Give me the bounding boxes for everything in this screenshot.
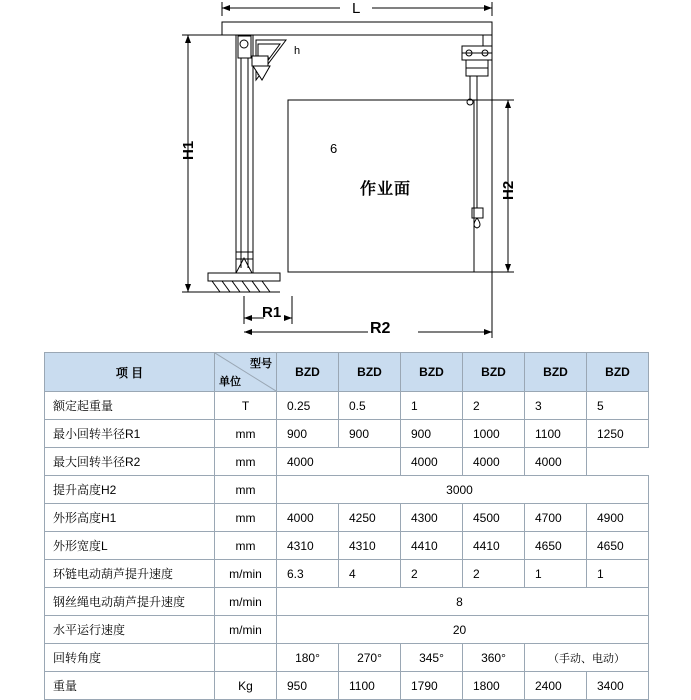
header-model-0: BZD [277,353,339,392]
row-value: 4000 [277,448,401,476]
row-value: 180° [277,644,339,672]
row-value: 1 [525,560,587,588]
row-label: 外形高度H1 [45,504,215,532]
row-value: 1100 [525,420,587,448]
row-unit: mm [215,420,277,448]
row-value: 4 [339,560,401,588]
row-value: 2 [463,392,525,420]
row-label: 额定起重量 [45,392,215,420]
row-value: 2400 [525,672,587,700]
row-value: 1800 [463,672,525,700]
row-value: 4410 [463,532,525,560]
row-value: 4000 [463,448,525,476]
row-value: 4000 [401,448,463,476]
row-unit: mm [215,448,277,476]
row-value: 900 [339,420,401,448]
row-value: （手动、电动） [525,644,649,672]
row-unit: Kg [215,672,277,700]
row-unit: m/min [215,560,277,588]
specification-table [44,352,649,700]
table-row [45,392,649,420]
header-model-2: BZD [401,353,463,392]
row-value: 4250 [339,504,401,532]
top-beam [222,22,492,35]
row-value: 5 [587,392,649,420]
row-value: 360° [463,644,525,672]
row-value: 4410 [401,532,463,560]
label-work-surface: 作业面 [360,181,412,198]
label-hoist-mark: h [294,45,301,57]
row-label: 最大回转半径R2 [45,448,215,476]
table-row [45,560,649,588]
row-value: 2 [463,560,525,588]
row-unit [215,644,277,672]
row-unit: T [215,392,277,420]
header-item: 项 目 [45,353,215,392]
row-label: 提升高度H2 [45,476,215,504]
label-height-H1: H1 [180,140,197,160]
row-value: 0.5 [339,392,401,420]
row-value: 900 [277,420,339,448]
label-item-number-6: 6 [330,141,338,156]
header-model-3: BZD [463,353,525,392]
row-value: 4700 [525,504,587,532]
row-value: 4900 [587,504,649,532]
table-row [45,420,649,448]
row-value: 20 [277,616,649,644]
row-unit: mm [215,476,277,504]
row-value: 4300 [401,504,463,532]
label-radius-R1: R1 [262,304,282,321]
row-label: 最小回转半径R1 [45,420,215,448]
header-unit-model [215,353,277,392]
row-value: 6.3 [277,560,339,588]
table-row [45,616,649,644]
row-unit: m/min [215,588,277,616]
row-value: 3000 [277,476,649,504]
table-row [45,448,649,476]
label-span-L: L [352,0,361,17]
row-unit: mm [215,532,277,560]
row-value: 950 [277,672,339,700]
base-plate [208,273,280,281]
row-unit: m/min [215,616,277,644]
row-value: 4000 [277,504,339,532]
row-value: 1 [587,560,649,588]
table-row [45,588,649,616]
row-value: 4650 [525,532,587,560]
row-value: 1 [401,392,463,420]
label-height-H2: H2 [500,180,517,200]
row-label: 回转角度 [45,644,215,672]
row-value: 345° [401,644,463,672]
table-row [45,672,649,700]
row-value: 4310 [339,532,401,560]
row-value: 4500 [463,504,525,532]
row-label: 钢丝绳电动葫芦提升速度 [45,588,215,616]
table-row [45,644,649,672]
table-header-row [45,353,649,392]
row-value: 4000 [525,448,587,476]
table-row [45,476,649,504]
row-value: 1790 [401,672,463,700]
row-label: 水平运行速度 [45,616,215,644]
row-value: 0.25 [277,392,339,420]
row-value: 4310 [277,532,339,560]
row-value: 4650 [587,532,649,560]
row-value: 900 [401,420,463,448]
header-unit-label: 单位 [219,376,241,388]
row-value: 2 [401,560,463,588]
diagram-svg [0,0,691,348]
row-value: 1100 [339,672,401,700]
row-value: 3400 [587,672,649,700]
row-value: 1000 [463,420,525,448]
row-value: 8 [277,588,649,616]
row-value: 270° [339,644,401,672]
crane-dimension-diagram [0,0,691,348]
header-model-1: BZD [339,353,401,392]
header-model-5: BZD [587,353,649,392]
row-value: 3 [525,392,587,420]
header-model-label: 型号 [250,358,272,370]
row-label: 外形宽度L [45,532,215,560]
row-label: 重量 [45,672,215,700]
row-unit: mm [215,504,277,532]
label-radius-R2: R2 [370,320,391,337]
header-model-4: BZD [525,353,587,392]
row-label: 环链电动葫芦提升速度 [45,560,215,588]
row-value: 1250 [587,420,649,448]
table-row [45,504,649,532]
mast-column [236,35,253,273]
table-row [45,532,649,560]
